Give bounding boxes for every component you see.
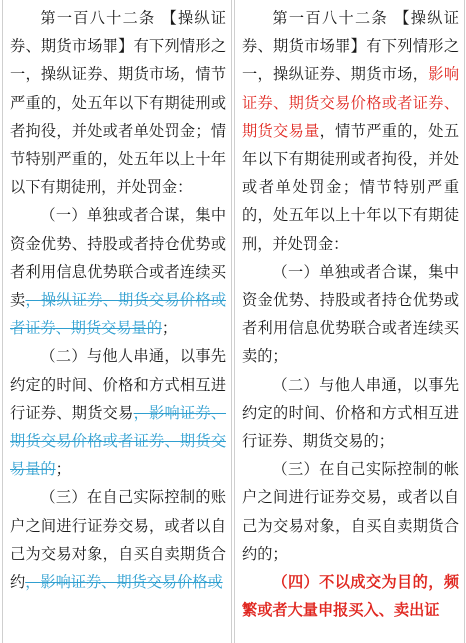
original-text-column — [3, 0, 231, 643]
left-item-3 — [10, 483, 226, 596]
left-item-1-end: ； — [161, 319, 178, 338]
left-item-2 — [10, 342, 226, 483]
right-article-intro-inserted-text: 影响证券、期货交易价格或者证券、期货交易量 — [242, 65, 460, 140]
right-item-3 — [242, 455, 459, 568]
left-item-2-end: ； — [55, 460, 71, 479]
left-item-3-text: （三）在自己实际控制的账户之间进行证券交易，或者以自己为交易对象，自买自卖期货合约 — [10, 488, 226, 592]
right-item-4 — [242, 568, 459, 624]
right-item-1 — [242, 258, 459, 371]
comparison-table — [2, 0, 465, 643]
right-item-4-inserted-text: （四）不以成交为目的，频繁或者大量申报买入、卖出证 — [242, 573, 459, 620]
right-item-2-text: （二）与他人串通，以事先约定的时间、价格和方式相互进行证券、期货交易的； — [242, 375, 459, 451]
left-item-1-deleted-text: ，操纵证券、期货交易价格或者证券、期货交易量的 — [10, 291, 227, 338]
right-article-intro-text-b: ，情节严重的，处五年以下有期徒刑或者拘役，并处或者单处罚金；情节特别严重的，处五年以上十年以下有期徒刑，并处罚金： — [242, 121, 460, 253]
right-item-1-text: （一）单独或者合谋，集中资金优势、持股或者持仓优势或者利用信息优势联合或者连续买卖的； — [242, 262, 459, 366]
left-article-intro-text: 第一百八十二条 【操纵证券、期货市场罪】有下列情形之一，操纵证券、期货市场，情节严重的，处五年以下有期徒刑或者拘役，并处或者单处罚金；情节特别严重的，处五年以上十年以下有期徒刑，并处罚金： — [10, 9, 226, 197]
amended-text-column — [235, 0, 464, 643]
right-item-2 — [242, 371, 459, 456]
right-article-intro — [242, 4, 459, 258]
left-article-intro — [10, 4, 226, 201]
right-article-intro-text-a: 第一百八十二条 【操纵证券、期货市场罪】有下列情形之一，操纵证券、期货市场， — [242, 9, 459, 84]
left-item-2-deleted-text: ，影响证券、期货交易价格或者证券、期货交易量的 — [10, 403, 227, 479]
right-item-3-text: （三）在自己实际控制的帐户之间进行证券交易，或者以自己为交易对象，自买自卖期货合约的； — [242, 460, 459, 563]
left-item-1 — [10, 201, 226, 342]
left-item-1-text: （一）单独或者合谋，集中资金优势、持股或者持仓优势或者利用信息优势联合或者连续买卖 — [10, 206, 226, 310]
left-item-3-deleted-text: ，影响证券、期货交易价格或 — [25, 573, 223, 592]
left-item-2-text: （二）与他人串通，以事先约定的时间、价格和方式相互进行证券、期货交易 — [10, 347, 226, 422]
